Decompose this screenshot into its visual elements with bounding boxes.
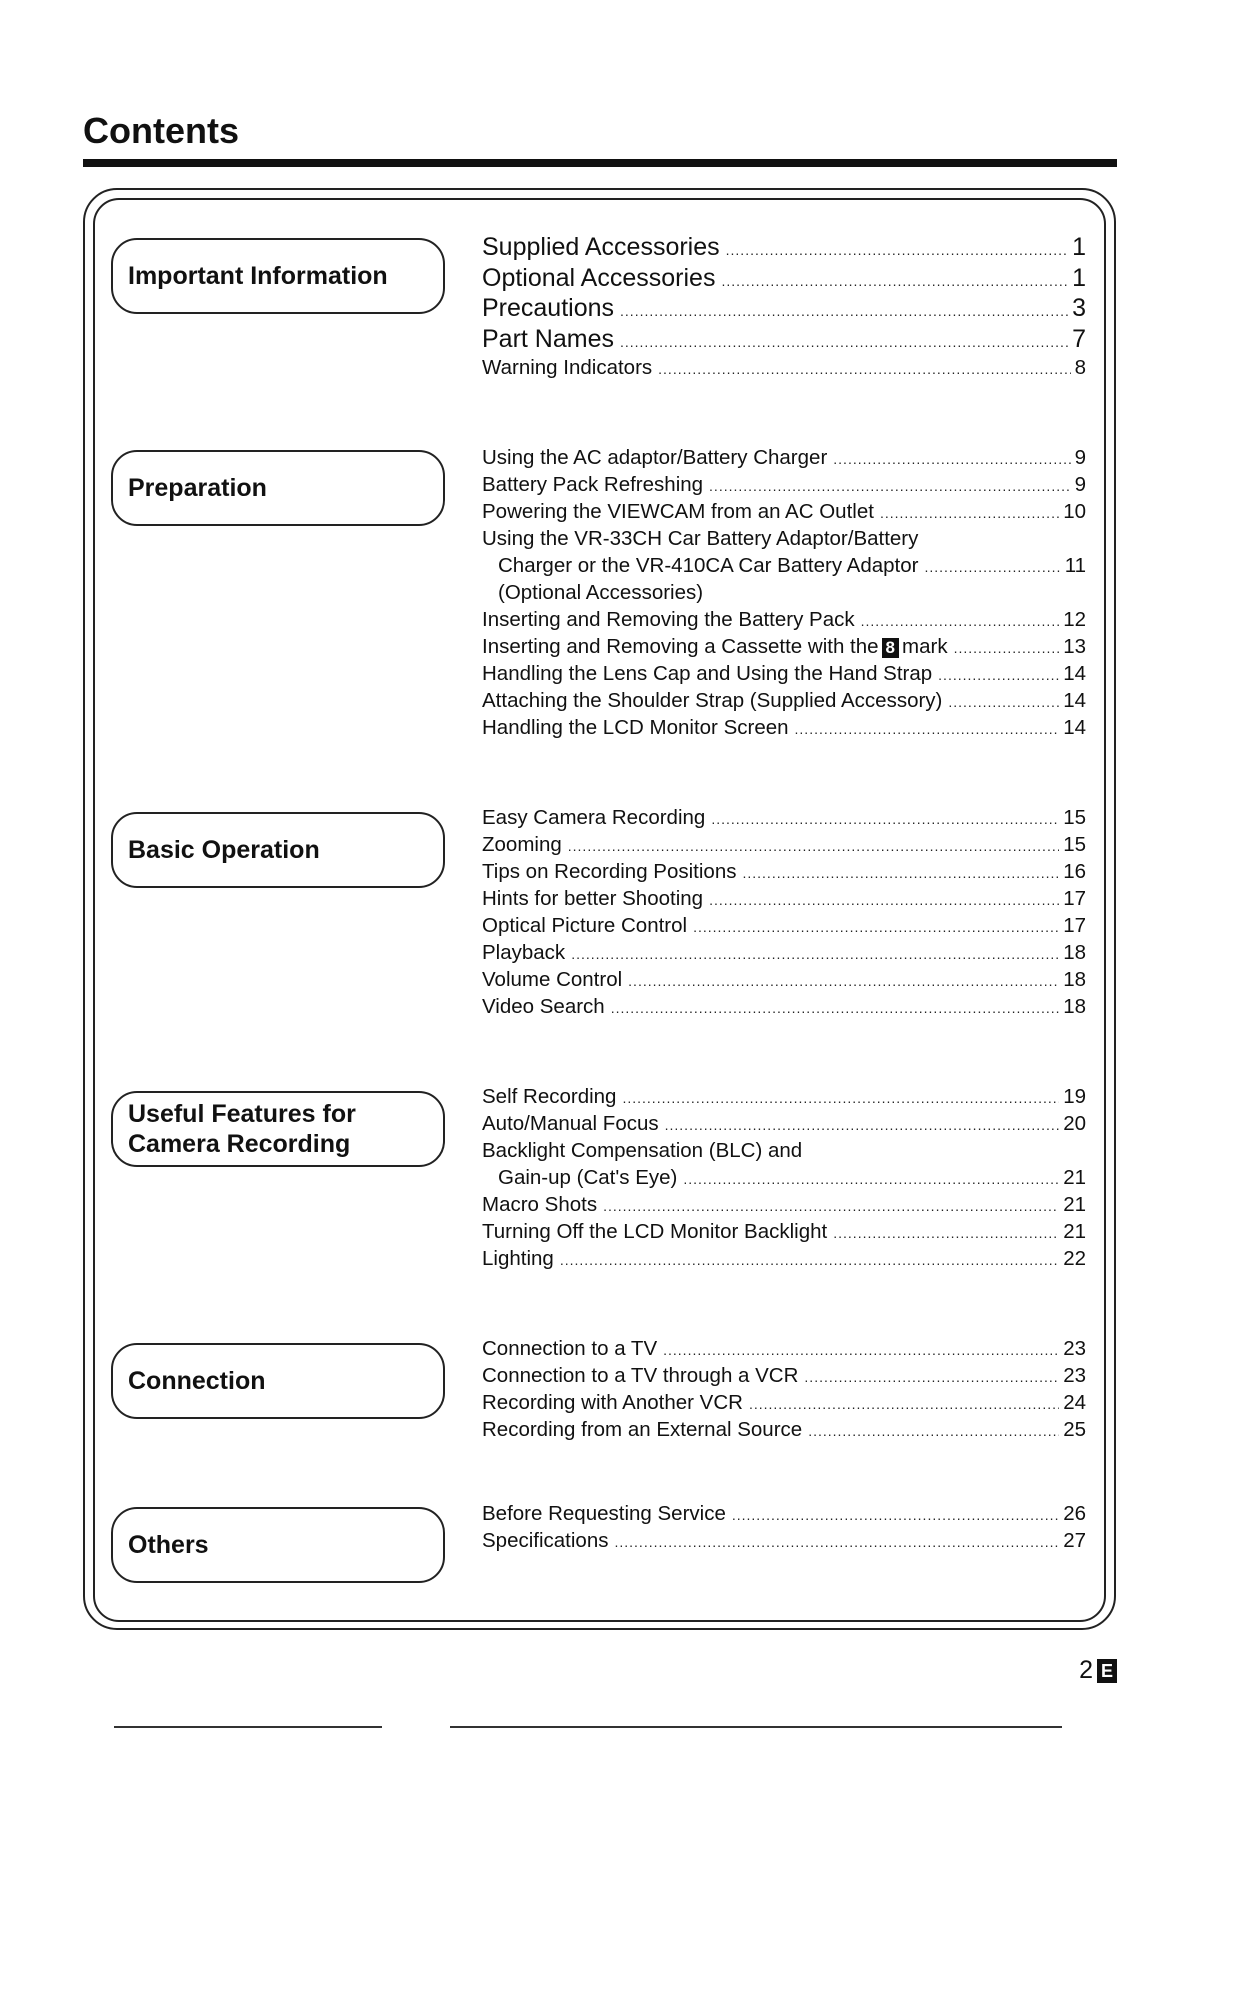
- entry-page: 18: [1063, 995, 1086, 1018]
- entry-title: Handling the LCD Monitor Screen: [482, 716, 789, 739]
- toc-entry[interactable]: [482, 831, 1086, 858]
- entry-title: Volume Control: [482, 968, 623, 991]
- leader-dots: [568, 833, 1059, 860]
- entry-page: 17: [1063, 887, 1086, 910]
- toc-entry[interactable]: [482, 324, 1086, 355]
- entry-title-part: Inserting and Removing a Cassette with the: [482, 635, 879, 658]
- leader-dots: [880, 500, 1059, 527]
- entry-title: Tips on Recording Positions: [482, 860, 737, 883]
- toc-entry[interactable]: [482, 1335, 1086, 1362]
- leader-dots: [948, 689, 1059, 716]
- entry-title: Warning Indicators: [482, 356, 653, 379]
- entry-page: 7: [1072, 324, 1086, 353]
- entry-page: 25: [1063, 1418, 1086, 1441]
- entry-title: Battery Pack Refreshing: [482, 473, 704, 496]
- entry-page: 1: [1072, 263, 1086, 292]
- toc-entry[interactable]: [482, 993, 1086, 1020]
- toc-entry[interactable]: [482, 858, 1086, 885]
- leader-dots: [732, 1502, 1059, 1529]
- leader-dots: [749, 1391, 1059, 1418]
- leader-dots: [954, 635, 1060, 662]
- entry-page: 15: [1063, 833, 1086, 856]
- toc-entry: [482, 579, 1086, 606]
- entry-page: 11: [1064, 554, 1086, 577]
- toc-entry[interactable]: [482, 525, 1086, 552]
- entry-title: Using the VR-33CH Car Battery Adaptor/Battery: [482, 527, 919, 550]
- toc-entry[interactable]: [482, 606, 1086, 633]
- entry-title: Recording from an External Source: [482, 1418, 803, 1441]
- leader-dots: [622, 1085, 1059, 1112]
- leader-dots: [721, 266, 1068, 297]
- entry-page: 21: [1063, 1166, 1086, 1189]
- leader-dots: [833, 1220, 1059, 1247]
- leader-dots: [603, 1193, 1059, 1220]
- section-label-others: [111, 1507, 445, 1583]
- section-label-useful-features: [111, 1091, 445, 1167]
- section-entries-preparation: [482, 444, 1086, 741]
- section-label-connection: [111, 1343, 445, 1419]
- footer-rule-left: [114, 1726, 382, 1728]
- entry-title: Easy Camera Recording: [482, 806, 706, 829]
- entry-title: Backlight Compensation (BLC) and: [482, 1139, 803, 1162]
- entry-page: 19: [1063, 1085, 1086, 1108]
- entry-title: Self Recording: [482, 1085, 617, 1108]
- entry-page: 18: [1063, 941, 1086, 964]
- entry-title: [482, 633, 948, 660]
- section-label-important-information: [111, 238, 445, 314]
- page-title: Contents: [83, 110, 239, 151]
- entry-page: 26: [1063, 1502, 1086, 1525]
- entry-title: Optical Picture Control: [482, 914, 688, 937]
- toc-entry[interactable]: [482, 498, 1086, 525]
- entry-page: 21: [1063, 1220, 1086, 1243]
- toc-entry[interactable]: [482, 660, 1086, 687]
- entry-title: Playback: [482, 941, 566, 964]
- entry-title: Specifications: [482, 1529, 609, 1552]
- toc-entry[interactable]: [482, 1191, 1086, 1218]
- entry-page: 14: [1063, 716, 1086, 739]
- 8mm-format-icon: 8: [882, 638, 899, 658]
- entry-title: Hints for better Shooting: [482, 887, 704, 910]
- toc-entry[interactable]: [482, 1245, 1086, 1272]
- toc-entry[interactable]: [482, 1164, 1086, 1191]
- toc-entry[interactable]: [482, 1500, 1086, 1527]
- toc-entry[interactable]: [482, 471, 1086, 498]
- entry-title: Zooming: [482, 833, 562, 856]
- leader-dots: [683, 1166, 1059, 1193]
- leader-dots: [665, 1112, 1060, 1139]
- entry-page: 21: [1063, 1193, 1086, 1216]
- section-entries-useful-features: [482, 1083, 1086, 1272]
- leader-dots: [628, 968, 1059, 995]
- entry-page: 16: [1063, 860, 1086, 883]
- entry-page: 14: [1063, 689, 1086, 712]
- entry-title: Before Requesting Service: [482, 1502, 726, 1525]
- toc-entry[interactable]: [482, 1137, 1086, 1164]
- entry-page: 24: [1063, 1391, 1086, 1414]
- section-label-preparation: [111, 450, 445, 526]
- toc-entry[interactable]: [482, 293, 1086, 324]
- entry-page: 23: [1063, 1337, 1086, 1360]
- section-label-text: Others: [128, 1531, 209, 1559]
- entry-page: 12: [1063, 608, 1086, 631]
- toc-entry[interactable]: [482, 1362, 1086, 1389]
- entry-title: Connection to a TV: [482, 1337, 658, 1360]
- leader-dots: [560, 1247, 1059, 1274]
- section-label-text-line1: Useful Features for: [128, 1100, 356, 1128]
- entry-page: 1: [1072, 233, 1086, 261]
- toc-entry[interactable]: [482, 1416, 1086, 1443]
- leader-dots: [709, 473, 1071, 500]
- leader-dots: [709, 887, 1059, 914]
- entry-title: Charger or the VR-410CA Car Battery Adaptor: [498, 554, 919, 577]
- entry-title: Turning Off the LCD Monitor Backlight: [482, 1220, 828, 1243]
- entry-page: 15: [1063, 806, 1086, 829]
- entry-page: 13: [1063, 635, 1086, 658]
- leader-dots: [620, 296, 1068, 327]
- leader-dots: [658, 356, 1070, 383]
- entry-title: Attaching the Shoulder Strap (Supplied Accessory): [482, 689, 943, 712]
- toc-entry[interactable]: [482, 1218, 1086, 1245]
- toc-entry[interactable]: [482, 939, 1086, 966]
- entry-page: 23: [1063, 1364, 1086, 1387]
- entry-title: Part Names: [482, 324, 614, 353]
- leader-dots: [795, 716, 1060, 743]
- leader-dots: [742, 860, 1059, 887]
- leader-dots: [620, 327, 1068, 358]
- leader-dots: [833, 446, 1070, 473]
- entry-page: 20: [1063, 1112, 1086, 1135]
- toc-entry[interactable]: [482, 232, 1086, 263]
- entry-title: Handling the Lens Cap and Using the Hand Strap: [482, 662, 933, 685]
- toc-entry[interactable]: [482, 912, 1086, 939]
- entry-page: 3: [1072, 294, 1086, 322]
- toc-entry[interactable]: [482, 1083, 1086, 1110]
- toc-entry[interactable]: [482, 885, 1086, 912]
- leader-dots: [614, 1529, 1059, 1556]
- toc-entry[interactable]: [482, 263, 1086, 294]
- leader-dots: [726, 235, 1068, 266]
- entry-title: Video Search: [482, 995, 605, 1018]
- entry-title: Auto/Manual Focus: [482, 1112, 659, 1135]
- toc-entry[interactable]: [482, 354, 1086, 381]
- section-entries-basic-operation: [482, 804, 1086, 1020]
- entry-title: Macro Shots: [482, 1193, 598, 1216]
- toc-entry[interactable]: [482, 1389, 1086, 1416]
- entry-title: Precautions: [482, 294, 615, 322]
- toc-entry[interactable]: [482, 966, 1086, 993]
- entry-title: Connection to a TV through a VCR: [482, 1364, 799, 1387]
- entry-title: Recording with Another VCR: [482, 1391, 743, 1414]
- entry-page: 14: [1063, 662, 1086, 685]
- section-label-text-line2: Camera Recording: [128, 1130, 351, 1158]
- toc-entry[interactable]: [482, 633, 1086, 660]
- entry-page: 18: [1063, 968, 1086, 991]
- entry-page: 10: [1063, 500, 1086, 523]
- entry-title: Lighting: [482, 1247, 554, 1270]
- entry-title-part: mark: [902, 635, 948, 658]
- entry-page: 9: [1074, 473, 1086, 496]
- entry-title: Gain-up (Cat's Eye): [498, 1166, 678, 1189]
- section-label-text: Preparation: [128, 474, 267, 502]
- entry-page: 8: [1074, 356, 1086, 379]
- entry-title: Powering the VIEWCAM from an AC Outlet: [482, 500, 874, 523]
- section-label-basic-operation: [111, 812, 445, 888]
- leader-dots: [804, 1364, 1059, 1391]
- leader-dots: [663, 1337, 1059, 1364]
- page-number: [1079, 1656, 1117, 1685]
- leader-dots: [571, 941, 1059, 968]
- section-label-text: Important Information: [128, 262, 388, 290]
- entry-title: Inserting and Removing the Battery Pack: [482, 608, 855, 631]
- page-number-text: 2: [1079, 1656, 1093, 1684]
- leader-dots: [611, 995, 1059, 1022]
- leader-dots: [938, 662, 1059, 689]
- section-entries-others: [482, 1500, 1086, 1554]
- footer-rule-right: [450, 1726, 1062, 1728]
- toc-entry[interactable]: [482, 1110, 1086, 1137]
- toc-entry[interactable]: [482, 444, 1086, 471]
- leader-dots: [861, 608, 1060, 635]
- toc-entry[interactable]: [482, 687, 1086, 714]
- section-label-text: Basic Operation: [128, 836, 320, 864]
- toc-entry[interactable]: [482, 552, 1086, 579]
- leader-dots: [711, 806, 1059, 833]
- leader-dots: [924, 554, 1060, 581]
- section-entries-connection: [482, 1335, 1086, 1443]
- entry-page: 17: [1063, 914, 1086, 937]
- entry-title: Optional Accessories: [482, 263, 716, 292]
- title-rule: [83, 159, 1117, 167]
- toc-entry[interactable]: [482, 714, 1086, 741]
- entry-page: 27: [1063, 1529, 1086, 1552]
- leader-dots: [693, 914, 1059, 941]
- entry-page: 22: [1063, 1247, 1086, 1270]
- entry-title: Using the AC adaptor/Battery Charger: [482, 446, 828, 469]
- entry-title: Supplied Accessories: [482, 233, 720, 261]
- entry-title: (Optional Accessories): [498, 581, 704, 604]
- entry-page: 9: [1074, 446, 1086, 469]
- english-language-icon: E: [1097, 1659, 1117, 1683]
- section-entries-important-information: [482, 232, 1086, 381]
- leader-dots: [808, 1418, 1059, 1445]
- toc-entry[interactable]: [482, 804, 1086, 831]
- toc-entry[interactable]: [482, 1527, 1086, 1554]
- section-label-text: Connection: [128, 1367, 266, 1395]
